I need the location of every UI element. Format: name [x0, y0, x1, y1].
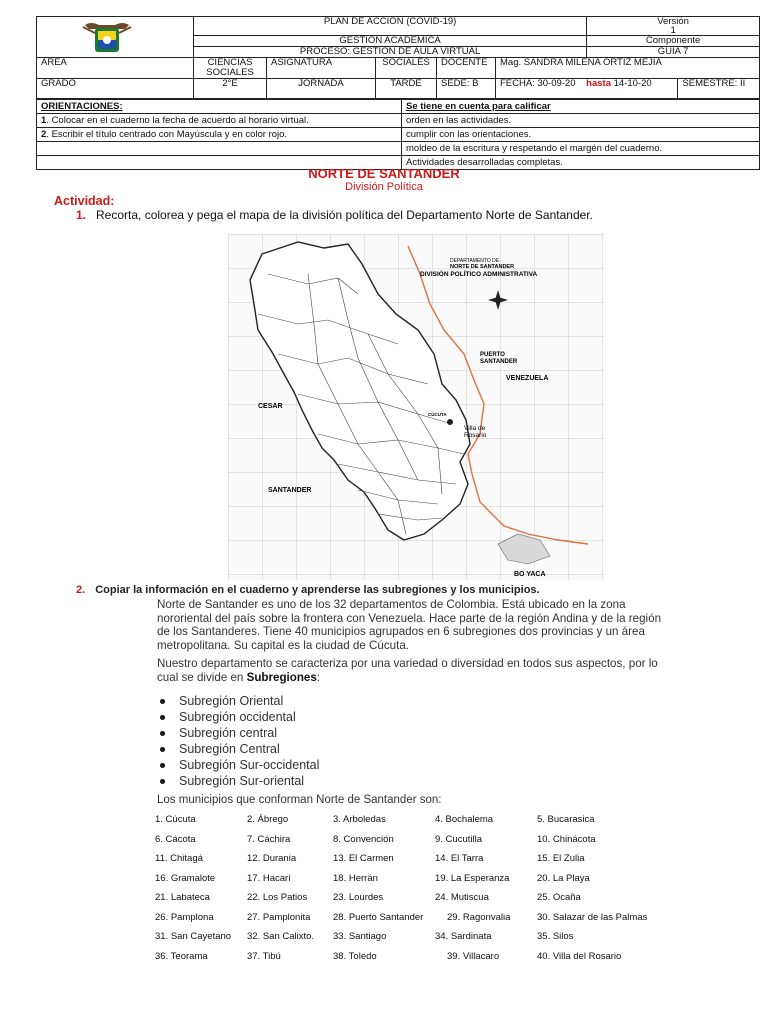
- municipio: 23. Lourdes: [333, 892, 384, 903]
- municipio: 31. San Cayetano: [155, 931, 232, 942]
- label-boyaca: BO YACA: [514, 571, 546, 578]
- table-row: [155, 853, 755, 873]
- calificar-item: orden en las actividades.: [402, 114, 760, 128]
- bullet-icon: [160, 715, 165, 720]
- table-row: [155, 814, 755, 834]
- map-title-3: DIVISIÓN POLÍTICO ADMINISTRATIVA: [420, 271, 538, 278]
- calificar-header: Se tiene en cuenta para calificar: [402, 100, 760, 114]
- label-cucuta: CÚCUTA: [428, 412, 447, 417]
- step-1: [76, 208, 593, 222]
- actividad-label: Actividad:: [54, 194, 115, 208]
- gestion-title: GESTION ACADEMICA: [194, 36, 587, 47]
- fecha-hasta: hasta: [586, 78, 611, 89]
- municipio: 12. Durania: [247, 853, 297, 864]
- semestre-value: SEMESTRE: II: [678, 79, 760, 99]
- grado-value: 2°E: [194, 79, 267, 99]
- table-row: [155, 892, 755, 912]
- list-item: Subregión Sur-oriental: [160, 773, 319, 789]
- bullet-icon: [160, 779, 165, 784]
- asignatura-label: ASIGNATURA: [267, 58, 376, 79]
- orientaciones-header: ORIENTACIONES:: [37, 100, 402, 114]
- municipio: 28. Puerto Santander: [333, 911, 424, 923]
- municipio: 19. La Esperanza: [435, 872, 510, 884]
- sede-value: SEDE: B: [437, 79, 496, 99]
- version-cell: [587, 17, 760, 36]
- orientacion-item: 2. Escribir el título centrado con Mayúscula y en color rojo.: [37, 128, 402, 142]
- calificar-item: cumplir con las orientaciones.: [402, 128, 760, 142]
- list-item: Subregión Sur-occidental: [160, 757, 319, 773]
- label-villa-1: Villa de: [464, 425, 486, 432]
- fecha-cell: [496, 79, 678, 99]
- municipio: 22. Los Patios: [247, 892, 308, 903]
- jornada-value: TARDE: [376, 79, 437, 99]
- municipio: 7. Cáchira: [247, 833, 291, 845]
- label-puerto-2: SANTANDER: [480, 359, 518, 365]
- municipio: 35. Silos: [537, 931, 574, 942]
- label-puerto-1: PUERTO: [480, 352, 505, 358]
- municipio: 16. Gramalote: [155, 872, 216, 884]
- municipio: 4. Bochalema: [435, 814, 494, 825]
- municipio: 1. Cúcuta: [155, 814, 196, 825]
- municipio: 40. Villa del Rosario: [537, 950, 622, 962]
- municipio: 20. La Playa: [537, 872, 590, 884]
- municipio: 11. Chitagá: [155, 853, 203, 864]
- municipio: 24. Mutiscua: [435, 892, 489, 903]
- bullet-icon: [160, 731, 165, 736]
- header-table: [36, 16, 760, 99]
- municipio: 2. Ábrego: [247, 814, 289, 825]
- subregiones-paragraph: Nuestro departamento se caracteriza por una variedad o diversidad en todos sus aspectos, por lo cual se divide en Subregiones:: [157, 657, 658, 684]
- municipio: 6. Cácota: [155, 833, 196, 845]
- calificar-item: Actividades desarrolladas completas.: [402, 156, 760, 170]
- municipio: 29. Ragonvalia: [447, 911, 511, 923]
- map-image: [228, 234, 604, 580]
- list-item: Subregión occidental: [160, 709, 319, 725]
- orientacion-item: 1. Colocar en el cuaderno la fecha de acuerdo al horario virtual.: [37, 114, 402, 128]
- municipio: 33. Santiago: [333, 931, 387, 942]
- label-cesar: CESAR: [258, 403, 283, 410]
- map-title-2: NORTE DE SANTANDER: [450, 264, 515, 270]
- municipio: 26. Pamplona: [155, 911, 214, 923]
- table-row: [155, 931, 755, 951]
- map-title-1: DEPARTAMENTO DE: [450, 258, 500, 264]
- step-text: Copiar la información en el cuaderno y aprenderse las subregiones y los municipios.: [95, 584, 540, 596]
- municipio: 14. El Tarra: [435, 853, 484, 864]
- version-label: Versión: [657, 16, 689, 27]
- grado-label: GRADO: [37, 79, 194, 99]
- list-item: Subregión Oriental: [160, 693, 319, 709]
- bullet-icon: [160, 699, 165, 704]
- jornada-label: JORNADA: [267, 79, 376, 99]
- department-map: [228, 234, 604, 580]
- municipio: 13. El Carmen: [333, 853, 394, 864]
- label-venezuela: VENEZUELA: [506, 375, 549, 382]
- step-number: 1.: [76, 208, 87, 222]
- municipio: 34. Sardinata: [435, 931, 492, 942]
- municipio: 25. Ocaña: [537, 892, 581, 903]
- municipios-grid: [155, 814, 755, 970]
- label-santander: SANTANDER: [268, 487, 312, 494]
- orientaciones-table: [36, 99, 760, 170]
- table-row: [155, 951, 755, 971]
- docente-value: Mag. SANDRA MILENA ORTIZ MEJÍA: [496, 58, 760, 79]
- bullet-icon: [160, 747, 165, 752]
- municipio: 30. Salazar de las Palmas: [537, 911, 648, 923]
- orientacion-empty: [37, 142, 402, 156]
- fecha-start: FECHA: 30-09-20: [500, 78, 576, 89]
- municipio: 8. Convención: [333, 833, 394, 845]
- table-row: [155, 834, 755, 854]
- proceso-title: PROCESO: GESTION DE AULA VIRTUAL: [194, 47, 587, 58]
- municipio: 38. Toledo: [333, 950, 377, 962]
- asignatura-value: SOCIALES: [376, 58, 437, 79]
- municipio: 36. Teorama: [155, 950, 208, 962]
- municipio: 15. El Zulia: [537, 853, 585, 864]
- municipio: 9. Cucutilla: [435, 833, 482, 845]
- list-item: Subregión Central: [160, 741, 319, 757]
- municipio: 39. Villacaro: [447, 950, 500, 962]
- logo-cell: [37, 17, 194, 58]
- page-title: NORTE DE SANTANDER: [308, 166, 460, 181]
- plan-title: PLAN DE ACCION (COVID-19): [194, 17, 587, 36]
- municipio: 27. Pamplonita: [247, 911, 311, 923]
- table-row: [155, 873, 755, 893]
- municipio: 18. Herrán: [333, 872, 378, 884]
- step-text: Recorta, colorea y pega el mapa de la división política del Departamento Norte de Santander.: [96, 208, 593, 222]
- area-label: ÁREA: [37, 58, 194, 79]
- municipios-intro: Los municipios que conforman Norte de Santander son:: [157, 794, 442, 806]
- calificar-item: moldeo de la escritura y respetando el margén del cuaderno.: [402, 142, 760, 156]
- municipio: 10. Chinácota: [537, 833, 596, 845]
- bullet-icon: [160, 763, 165, 768]
- municipio: 5. Bucarasica: [537, 814, 595, 825]
- subregiones-list: [160, 693, 319, 789]
- page-subtitle: División Política: [345, 181, 423, 193]
- municipio: 37. Tibú: [247, 950, 281, 962]
- version-value: 1: [670, 25, 676, 36]
- municipio: 3. Arboledas: [333, 814, 386, 825]
- componente-label: Componente: [587, 36, 760, 47]
- list-item: Subregión central: [160, 725, 319, 741]
- label-villa-2: Rosario: [464, 432, 487, 439]
- municipio: 21. Labateca: [155, 892, 210, 903]
- docente-label: DOCENTE: [437, 58, 496, 79]
- intro-paragraph: Norte de Santander es uno de los 32 departamentos de Colombia. Está ubicado en la zona nororiental del país sobre la frontera con Venezuela. Hace parte de la región Andina y de la región de los Santanderes. Tiene 40 municipios agrupados en 6 subregiones dos provincias y un área metropolitana. Su capital es la ciudad de Cúcuta.: [157, 598, 662, 652]
- municipio: 17. Hacarí: [247, 872, 291, 884]
- step-2: [76, 584, 540, 596]
- table-row: [155, 912, 755, 932]
- guia-label: GUIA 7: [587, 47, 760, 58]
- fecha-end: 14-10-20: [613, 78, 652, 89]
- municipio: 32. San Calixto.: [247, 931, 315, 942]
- step-number: 2.: [76, 584, 86, 596]
- school-shield-icon: [77, 19, 137, 55]
- area-value: CIENCIAS SOCIALES: [194, 58, 267, 79]
